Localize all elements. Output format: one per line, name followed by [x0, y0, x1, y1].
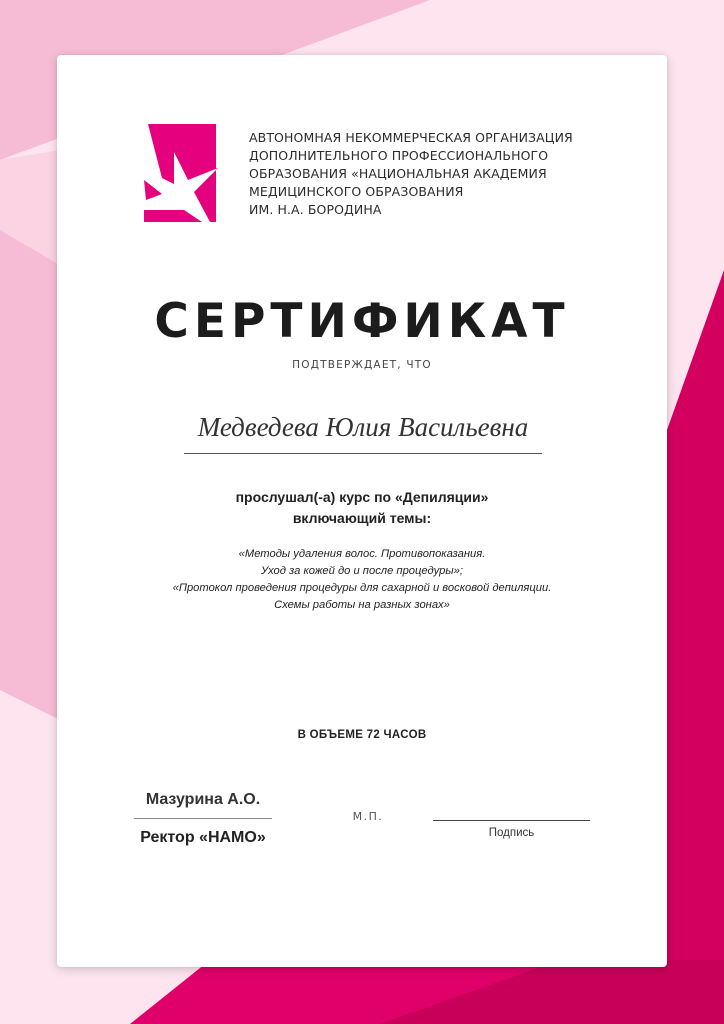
organization-line: ИМ. Н.А. БОРОДИНА [249, 202, 382, 217]
bg-light-pink-left-shape [0, 230, 60, 720]
topic-line: Схемы работы на разных зонах» [274, 599, 450, 611]
certificate-title: СЕРТИФИКАТ [154, 294, 570, 349]
topic-line: Уход за кожей до и после процедуры»; [261, 565, 463, 577]
course-topics-heading: включающий темы: [292, 510, 432, 526]
signature-line [433, 820, 590, 821]
organization-line: АВТОНОМНАЯ НЕКОММЕРЧЕСКАЯ ОРГАНИЗАЦИЯ [249, 130, 573, 145]
organization-line: ДОПОЛНИТЕЛЬНОГО ПРОФЕССИОНАЛЬНОГО [249, 148, 549, 163]
recipient-name-underline [184, 453, 542, 454]
course-line: прослушал(-а) курс по «Депиляции» [235, 489, 489, 505]
topic-line: «Протокол проведения процедуры для сахарной и восковой депиляции. [172, 582, 552, 594]
organization-line: ОБРАЗОВАНИЯ «НАЦИОНАЛЬНАЯ АКАДЕМИЯ [249, 166, 547, 181]
course-topics [57, 546, 667, 614]
topic-line: «Методы удаления волос. Противопоказания. [238, 548, 486, 560]
confirms-text: ПОДТВЕРЖДАЕТ, ЧТО [292, 359, 432, 371]
organization-name [249, 129, 629, 219]
course-volume: В ОБЪЕМЕ 72 ЧАСОВ [297, 729, 427, 741]
star-arrow-logo-icon [144, 124, 218, 224]
signer-name: Мазурина А.О. [145, 791, 261, 808]
organization-line: МЕДИЦИНСКОГО ОБРАЗОВАНИЯ [249, 184, 464, 199]
signature-label: Подпись [488, 827, 535, 839]
signer-role: Ректор «НАМО» [140, 829, 266, 846]
signer-divider [134, 818, 272, 819]
course-description [57, 487, 667, 529]
recipient-name: Медведева Юлия Васильевна [197, 412, 529, 442]
stamp-placeholder: М.П. [352, 810, 384, 823]
